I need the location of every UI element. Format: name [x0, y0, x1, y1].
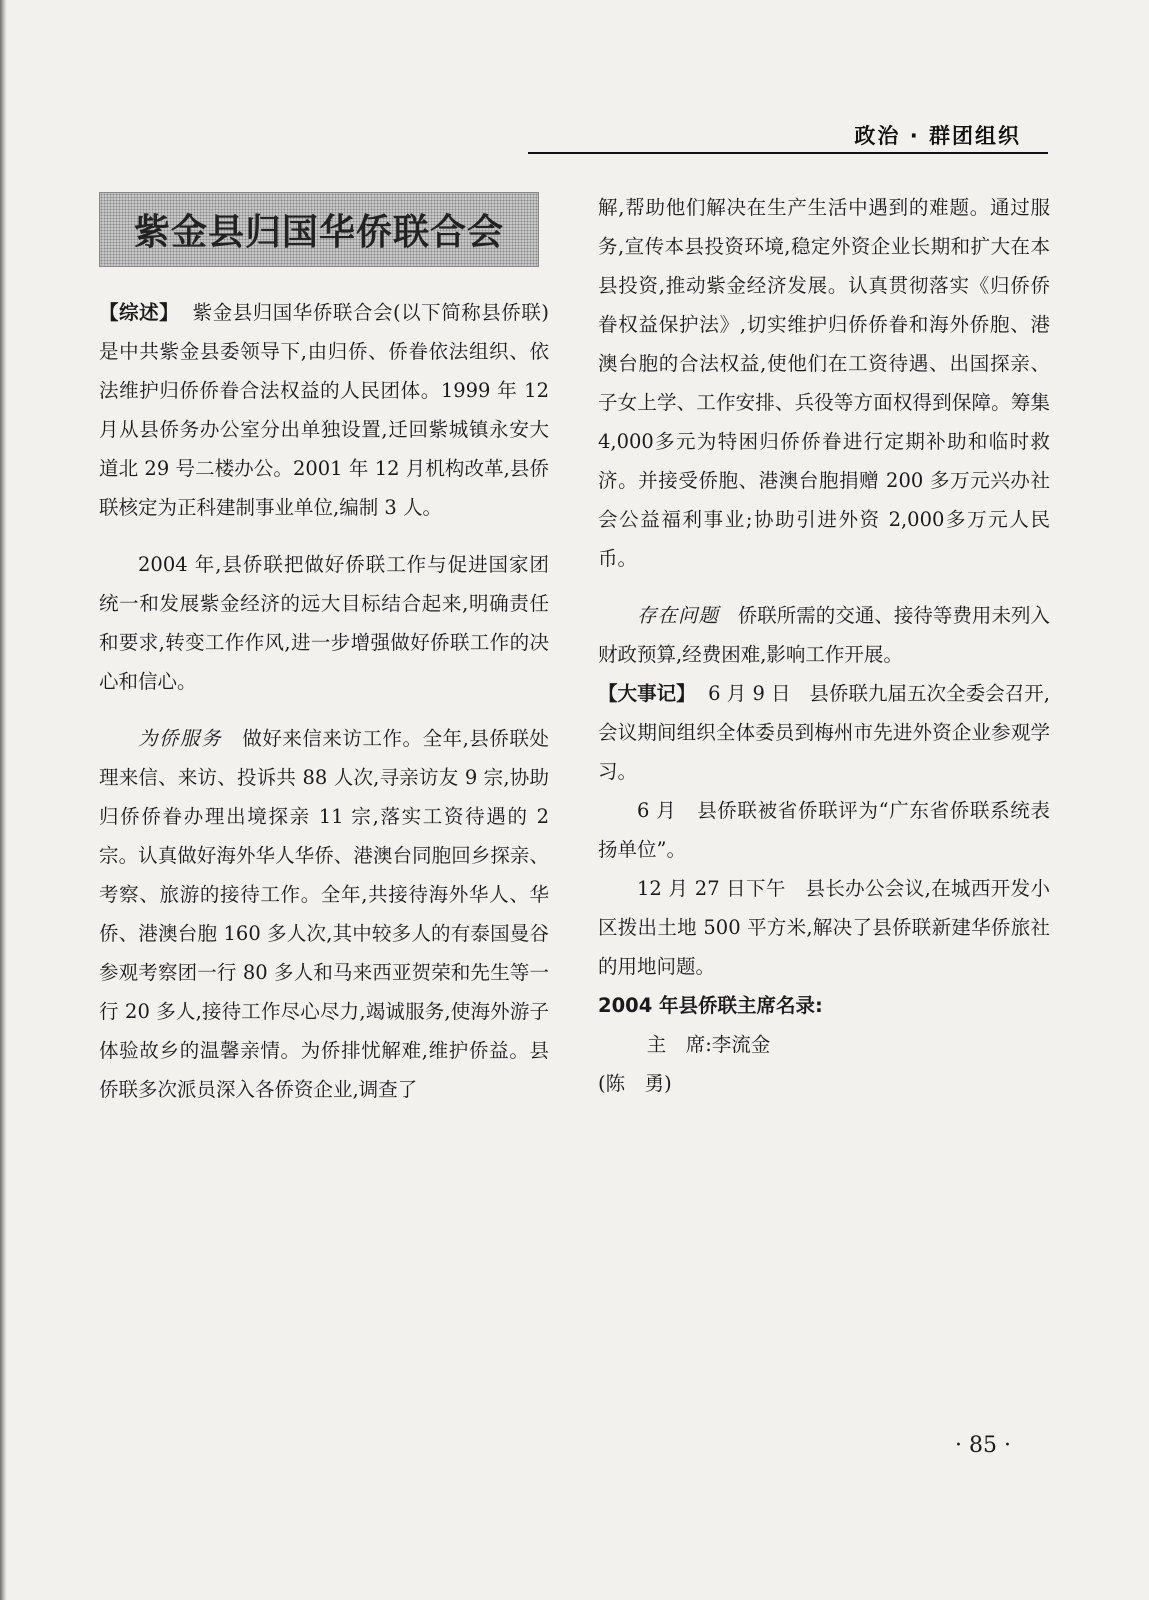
overview-paragraph: [99, 293, 549, 527]
author-signature: (陈 勇): [598, 1072, 672, 1095]
event-2-text: 县侨联被省侨联评为“广东省侨联系统表扬单位”。: [598, 799, 1050, 861]
event-2-date: 6 月: [637, 799, 677, 822]
page-number: · 85 ·: [955, 1433, 1011, 1458]
continued-paragraph: 解,帮助他们解决在生产生活中遇到的难题。通过服务,宣传本县投资环境,稳定外资企业长期和扩大在本县投资,推动紫金经济发展。认真贯彻落实《归侨侨眷权益保护法》,切实维护归侨侨眷和海外侨胞、港澳台胞的合法权益,使他们在工资待遇、出国探亲、子女上学、工作安排、兵役等方面权得到保障。筹集 4,000多元为特困归侨侨眷进行定期补助和临时救济。并接受侨胞、港澳台胞捐赠 200 多万元兴办社会公益福利事业;协助引进外资 2,000多万元人民币。: [598, 196, 1050, 570]
chair-entry: 主 席:李流金: [646, 1033, 771, 1056]
problem-paragraph: [598, 596, 1050, 674]
event-1-date: 6 月 9 日: [708, 682, 791, 705]
service-label: 为侨服务: [138, 727, 223, 750]
overview-label: 【综述】: [99, 301, 180, 324]
header-rule: [528, 152, 1048, 154]
event-1-text: 县侨联九届五次全委会召开,会议期间组织全体委员到梅州市先进外资企业参观学习。: [598, 682, 1050, 783]
event-paragraph-3: [598, 869, 1050, 986]
article-title-box: [99, 192, 539, 267]
service-text: 做好来信来访工作。全年,县侨联处理来信、来访、投诉共 88 人次,寻亲访友 9 宗,协助归侨侨眷办理出境探亲 11 宗,落实工资待遇的 2 宗。认真做好海外华人华侨、港澳台同胞回乡探亲、考察、旅游的接待工作。全年,共接待海外华人、华侨、港澳台胞 160 多人次,其中较多人的有泰国曼谷参观考察团一行 80 多人和马来西亚贺荣和先生等一行 20 多人,接待工作尽心尽力,竭诚服务,使海外游子体验故乡的温馨亲情。为侨排忧解难,维护侨益。县侨联多次派员深入各侨资企业,调查了: [99, 727, 549, 1101]
section-header: 政治 · 群团组织: [854, 124, 1021, 148]
summary-paragraph: 2004 年,县侨联把做好侨联工作与促进国家团统一和发展紫金经济的远大目标结合起来,明确责任和要求,转变工作作风,进一步增强做好侨联工作的决心和信心。: [99, 553, 549, 693]
event-3-text: 县长办公会议,在城西开发小区拨出土地 500 平方米,解决了县侨联新建华侨旅社的用地问题。: [598, 877, 1050, 978]
article-title: 紫金县归国华侨联合会: [133, 212, 504, 253]
service-paragraph: [99, 719, 549, 1109]
scan-edge: [0, 0, 7, 1600]
left-column: [99, 293, 549, 1109]
event-3-date: 12 月 27 日下午: [637, 877, 786, 900]
event-paragraph-1: [598, 674, 1050, 791]
roster-title: 2004 年县侨联主席名录:: [598, 994, 823, 1017]
events-label: 【大事记】: [598, 682, 696, 705]
problem-label: 存在问题: [637, 604, 720, 627]
right-column: [598, 188, 1050, 1103]
event-paragraph-2: [598, 791, 1050, 869]
problem-text: 侨联所需的交通、接待等费用未列入财政预算,经费困难,影响工作开展。: [598, 604, 1050, 666]
overview-text: 紫金县归国华侨联合会(以下简称县侨联)是中共紫金县委领导下,由归侨、侨眷依法组织、依法维护归侨侨眷合法权益的人民团体。1999 年 12 月从县侨务办公室分出单独设置,迁回紫城镇永安大道北 29 号二楼办公。2001 年 12 月机构改革,县侨联核定为正科建制事业单位,编制 3 人。: [99, 301, 549, 519]
